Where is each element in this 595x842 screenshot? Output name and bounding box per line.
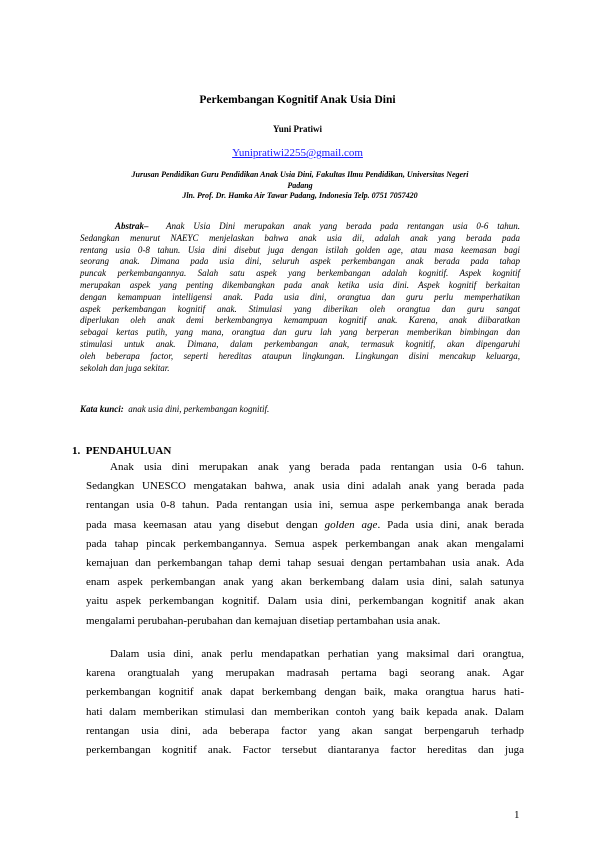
email-link[interactable]: Yunipratiwi2255@gmail.com — [232, 147, 363, 159]
author-email — [0, 146, 595, 160]
paragraph-2 — [86, 645, 524, 760]
abstract-line: stimulasi untuk anak. Dimana, dalam perkembangan anak, termasuk kognitif, akan dipengaruhi — [80, 338, 520, 349]
paragraph-line: pada masa keemasan atau yang disebut dengan golden age. Pada usia dini, anak berada — [86, 518, 524, 531]
paragraph-line: rentangan usia 0-8 tahun. Pada rentangan usia ini, semua aspe perkembanga anak berada — [86, 499, 524, 512]
keywords-label: Kata kunci: — [80, 404, 124, 414]
section-heading — [72, 444, 171, 458]
paper-title: Perkembangan Kognitif Anak Usia Dini — [199, 94, 396, 106]
keywords-text: anak usia dini, perkembangan kognitif. — [128, 404, 270, 414]
abstract-line: seorang anak. Dimana pada usia dini, seluruh aspek perkembangan anak berada pada tahap — [80, 256, 520, 267]
paragraph-line: perkembangan kognitif anak dapat berkembang dengan baik, maka orangtua harus hati- — [86, 686, 524, 699]
abstract-heading: Abstrak– — [115, 221, 149, 231]
abstract-line: puncak perkembangannya. Salah satu aspek yang berkembangan adalah kognitif. Aspek kognitif — [80, 268, 520, 279]
abstract-line: aspek perkembangan kognitif anak. Stimulasi yang diberikan oleh orangtua dan guru sangat — [80, 303, 520, 314]
abstract-line: sekolah dan juga sekitar. — [80, 362, 170, 373]
author-name: Yuni Pratiwi — [273, 124, 322, 134]
paragraph-line: kemajuan dan perkembangan tahap demi tahap sesuai dengan pertambahan usia anak. Ada — [86, 556, 524, 569]
abstract — [80, 221, 520, 374]
italic-term: golden age — [324, 518, 378, 531]
abstract-line: rentang usia 0-8 tahun. Usia dini disebut juga dengan istilah golden age, atau masa keemasan bagi — [80, 244, 520, 255]
paragraph-line: Anak usia dini merupakan anak yang berada pada rentangan usia 0-6 tahun. — [110, 461, 524, 473]
abstract-line: oleh beberapa factor, seperti hereditas ataupun lingkungan. Lingkungan disini mencakup keluarga, — [80, 350, 520, 361]
paragraph-line: hati dalam memberikan stimulasi dan memberikan contoh yang baik kepada anak. Dalam — [86, 705, 524, 718]
affiliation-line: Jln. Prof. Dr. Hamka Air Tawar Padang, Indonesia Telp. 0751 7057420 — [182, 191, 418, 201]
abstract-line: diperlukan oleh anak demi berkembangnya kemampuan kognitif anak. Karena, anak diibaratkan — [80, 315, 520, 326]
section-title: PENDAHULUAN — [85, 445, 172, 457]
abstract-line: Sedangkan menurut NAEYC menjelaskan bahwa anak usia dii, adalah anak yang berada pada — [80, 232, 520, 243]
paragraph-line: Dalam usia dini, anak perlu mendapatkan perhatian yang maksimal dari orangtua, — [110, 648, 524, 660]
paragraph-line: rentangan usia dini, ada beberapa factor yang akan sangat berpengaruh terhadp — [86, 724, 524, 737]
abstract-line: Abstrak– Anak Usia Dini merupakan anak yang berada pada rentangan usia 0-6 tahun. — [115, 221, 520, 231]
affiliation-line: Padang — [287, 180, 313, 190]
paragraph-line: karena orangtualah yang merupakan madrasah pertama bagi seorang anak. Agar — [86, 667, 524, 680]
paragraph-1 — [86, 458, 524, 631]
abstract-line: merupakan aspek yang penting dikembangkan pada anak ketika usia dini. Aspek kognitif berkaitan — [80, 279, 520, 290]
paragraph-line: perkembangan kognitif anak. Factor tersebut diantaranya factor hereditas dan juga — [86, 743, 524, 756]
paragraph-line: pada tahap pincak perkembangannya. Semua aspek perkembangan anak akan mengalami — [86, 537, 524, 550]
paragraph-line: mengalami perubahan-perubahan dan kemajuan disetiap pertambahan usia anak. — [86, 614, 441, 627]
abstract-line: sebagai kertas putih, yang mana, orangtua dan guru lah yang berperan memberikan bimbingan dan — [80, 327, 520, 338]
abstract-line: dengan kemampuan intelligensi anak. Pada usia dini, orangtua dan guru perlu memperhatikan — [80, 291, 520, 302]
affiliation — [80, 170, 520, 202]
paragraph-line: yaitu aspek perkembangan kognitif. Dalam usia dini, perkembangan kognitif anak akan — [86, 595, 524, 608]
paragraph-line: Sedangkan UNESCO mengatakan bahwa, anak usia dini adalah anak yang berada pada — [86, 480, 524, 493]
section-number: 1. — [72, 445, 81, 457]
paragraph-line: enam aspek perkembangan anak yang akan berkembang dalam usia dini, salah satunya — [86, 576, 524, 589]
affiliation-line: Jurusan Pendidikan Guru Pendidikan Anak Usia Dini, Fakultas Ilmu Pendidikan, Universitas Negeri — [131, 170, 469, 179]
keywords — [80, 403, 520, 415]
page-number: 1 — [514, 809, 520, 821]
